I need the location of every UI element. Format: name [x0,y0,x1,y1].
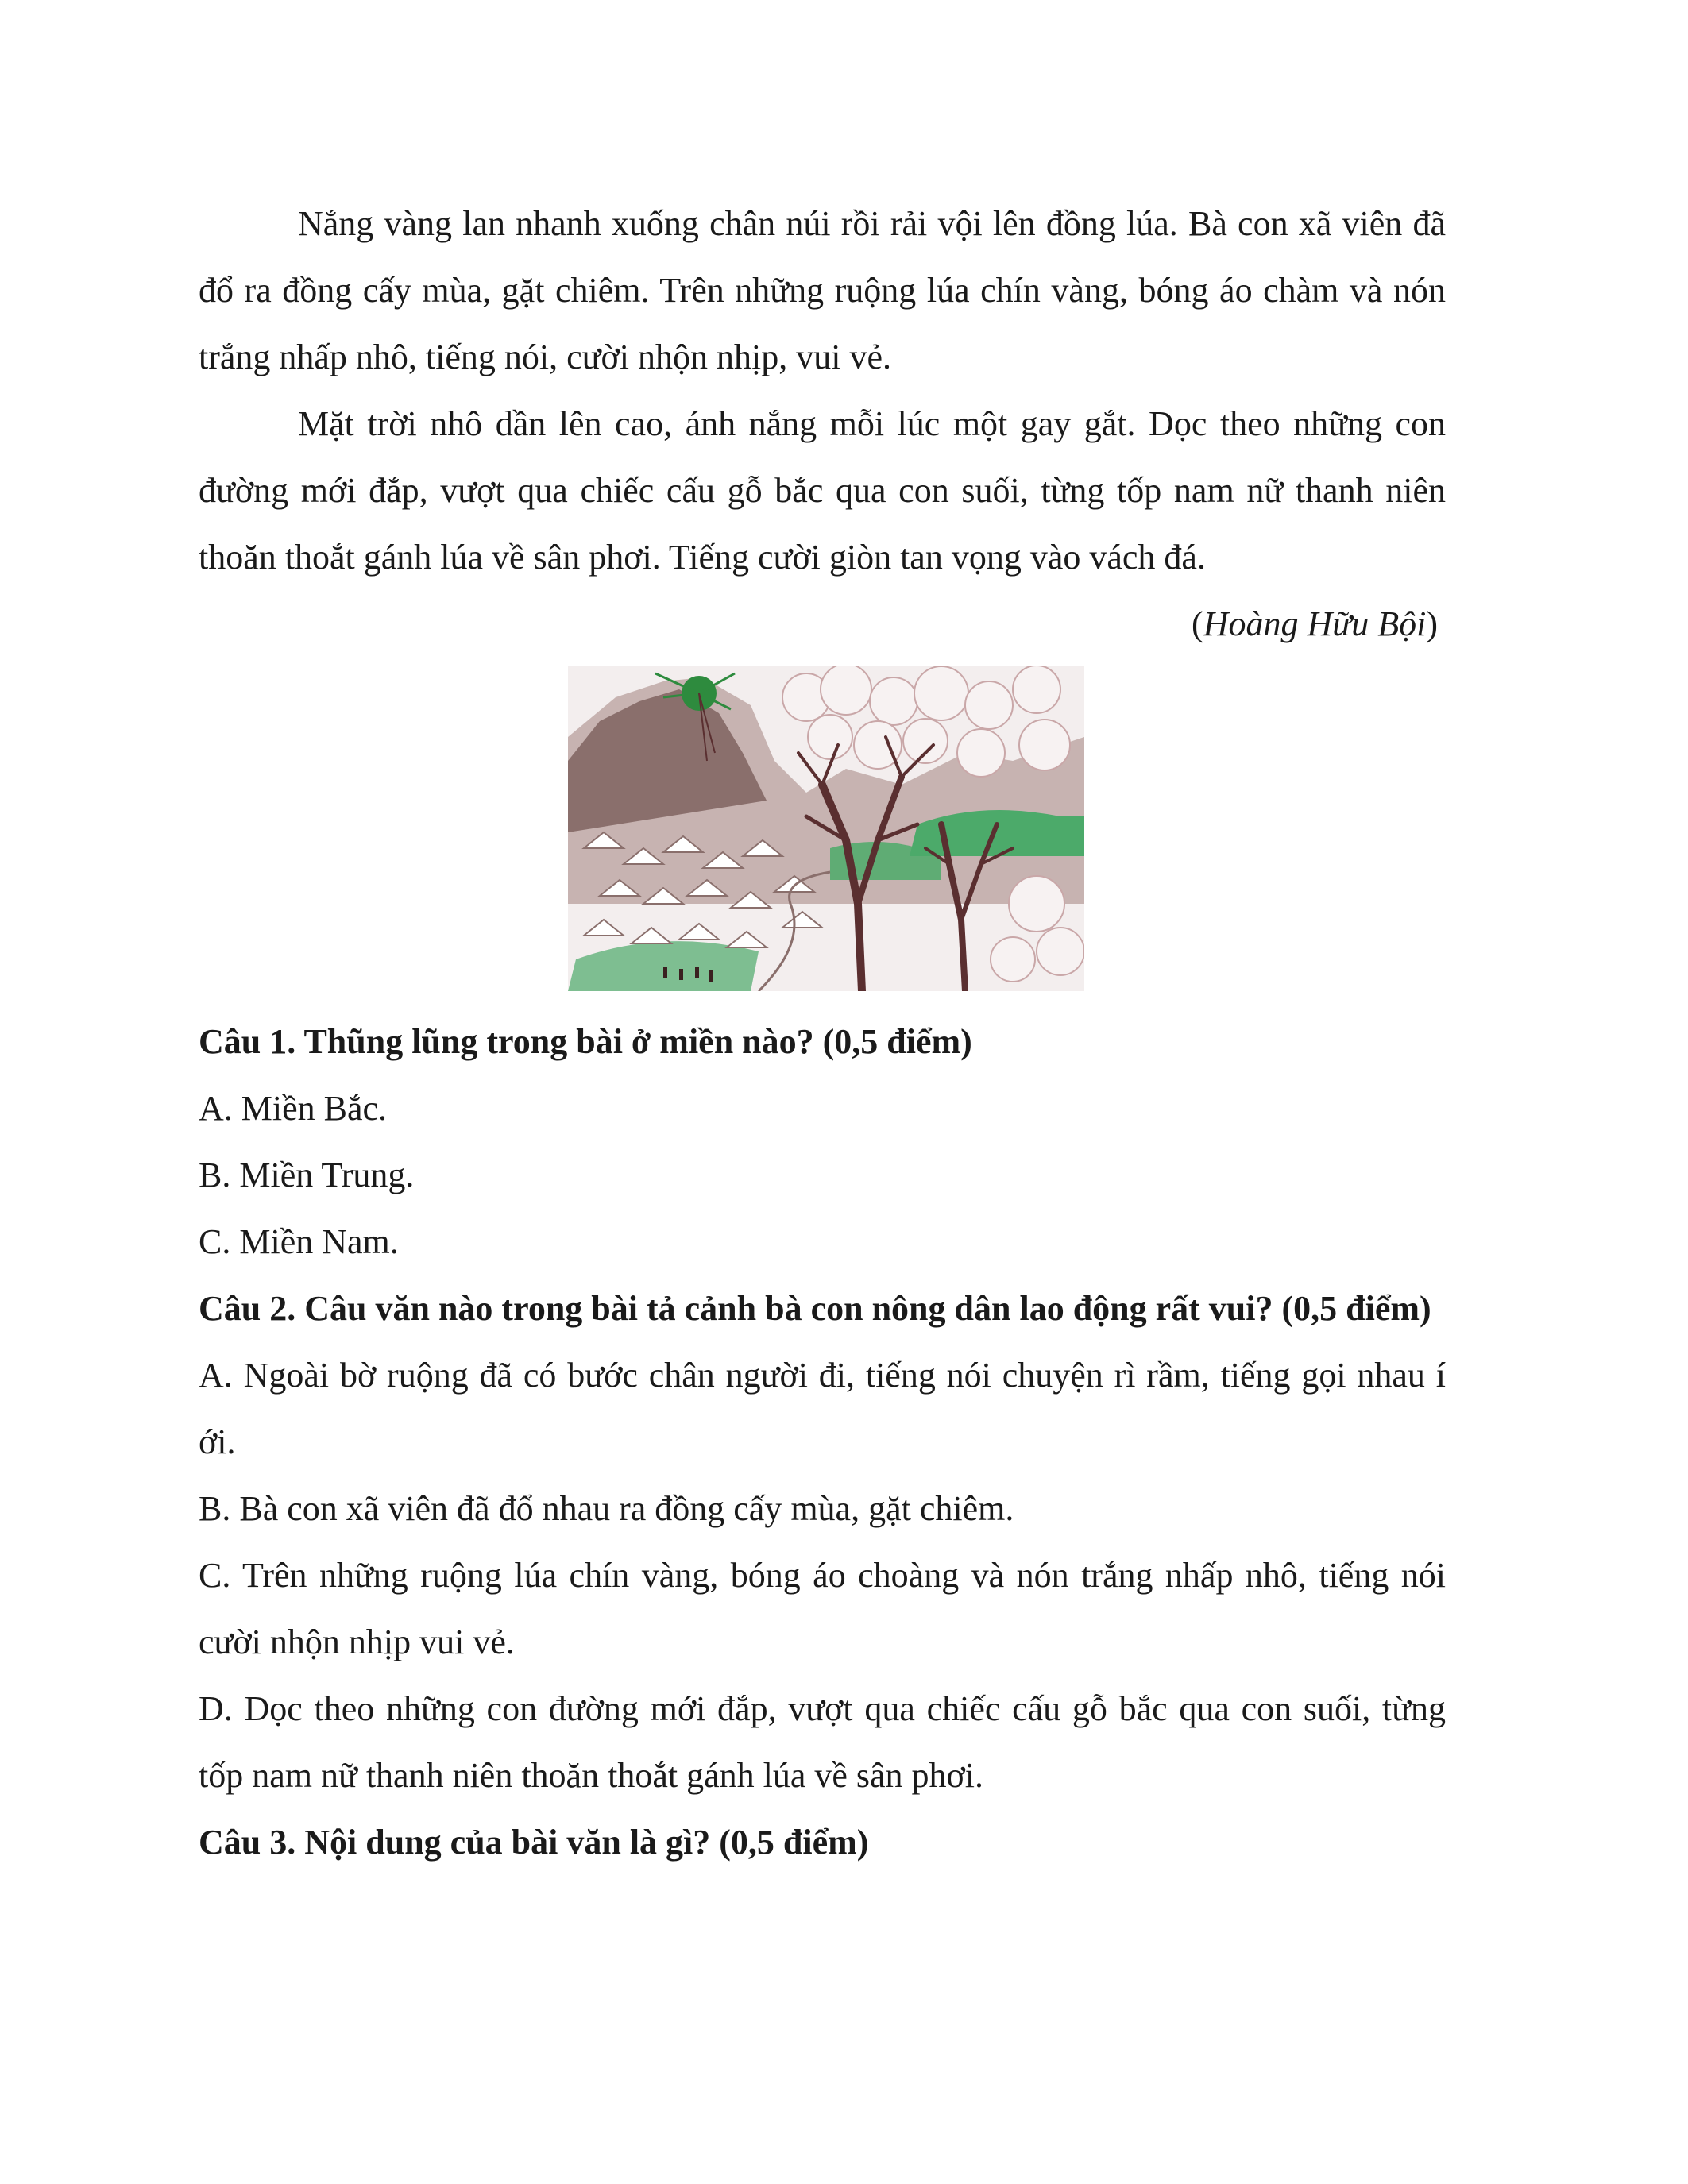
question-2-option-a: A. Ngoài bờ ruộng đã có bước chân người đi, tiếng nói chuyện rì rầm, tiếng gọi nhau í ới. [199,1356,1446,1461]
question-2-option-c: C. Trên những ruộng lúa chín vàng, bóng áo choàng và nón trắng nhấp nhô, tiếng nói cười nhộn nhịp vui vẻ. [199,1556,1446,1661]
passage-paragraph-1: Nắng vàng lan nhanh xuống chân núi rồi rải vội lên đồng lúa. Bà con xã viên đã đổ ra đồng cấy mùa, gặt chiêm. Trên những ruộng lúa chín vàng, bóng áo chàm và nón trắng nhấp nhô, tiếng nói, cười nhộn nhịp, vui vẻ. [199,204,1446,376]
document-page [199,191,1446,1876]
question-1-option-b: B. Miền Trung. [199,1156,415,1194]
question-2-option-b: B. Bà con xã viên đã đổ nhau ra đồng cấy mùa, gặt chiêm. [199,1489,1014,1528]
question-2-option-d: D. Dọc theo những con đường mới đắp, vượt qua chiếc cấu gỗ bắc qua con suối, từng tốp nam nữ thanh niên thoăn thoắt gánh lúa về sân phơi. [199,1689,1446,1795]
question-1-title: Câu 1. Thũng lũng trong bài ở miền nào? (0,5 điểm) [199,1022,972,1061]
question-3-title: Câu 3. Nội dung của bài văn là gì? (0,5 điểm) [199,1823,869,1862]
author-credit: (Hoàng Hữu Bội) [1192,604,1438,643]
question-1-option-c: C. Miền Nam. [199,1222,399,1261]
passage-paragraph-2: Mặt trời nhô dần lên cao, ánh nắng mỗi lúc một gay gắt. Dọc theo những con đường mới đắp, vượt qua chiếc cấu gỗ bắc qua con suối, từng tốp nam nữ thanh niên thoăn thoắt gánh lúa về sân phơi. Tiếng cười giòn tan vọng vào vách đá. [199,404,1446,577]
question-1-option-a: A. Miền Bắc. [199,1089,388,1128]
valley-landscape-illustration [568,666,1084,991]
author-name: Hoàng Hữu Bội [1203,604,1427,643]
illustration-svg [568,666,1084,991]
question-2-title: Câu 2. Câu văn nào trong bài tả cảnh bà con nông dân lao động rất vui? (0,5 điểm) [199,1289,1431,1328]
